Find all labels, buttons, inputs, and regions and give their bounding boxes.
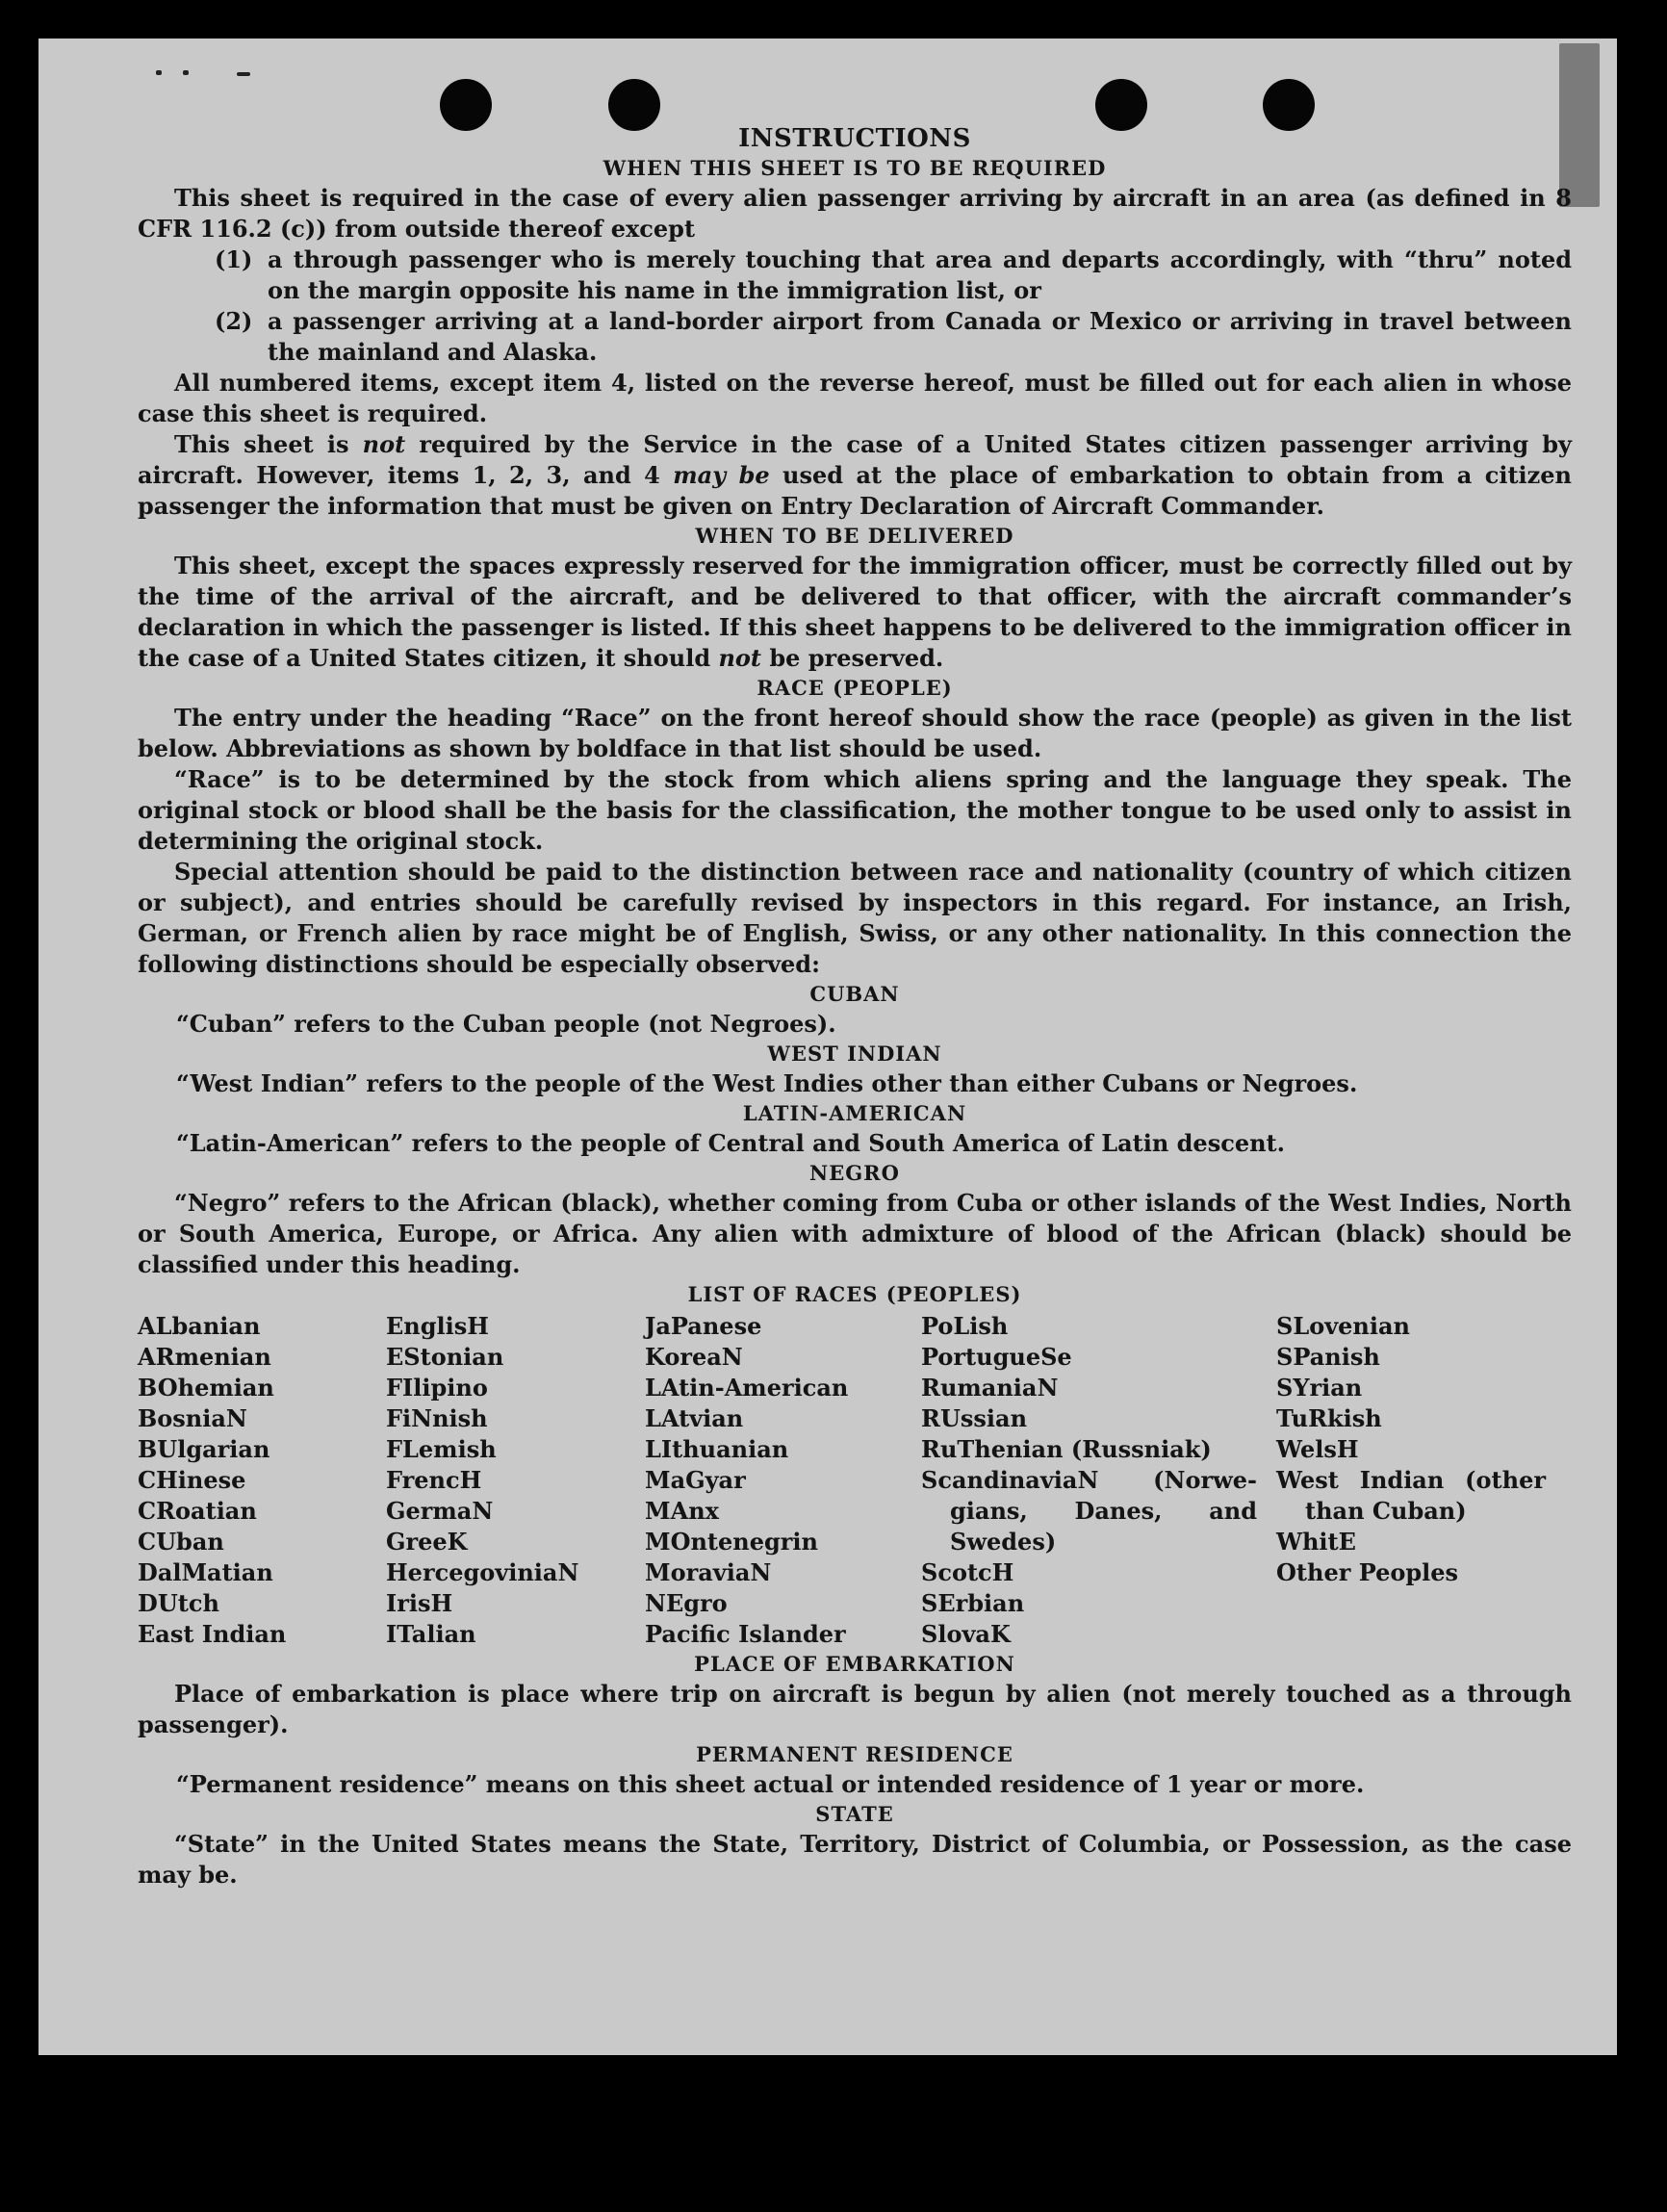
race-entry: TuRkish <box>1276 1404 1382 1432</box>
race-entry: RumaniaN <box>921 1374 1059 1402</box>
race-entry: GermaN <box>386 1497 494 1525</box>
race-entry: SYrian <box>1276 1374 1363 1402</box>
race-entry: RuThenian (Russniak) <box>921 1435 1212 1463</box>
item-number: (2) <box>215 307 253 335</box>
race-entry: HercegoviniaN <box>386 1558 579 1586</box>
section-heading: NEGRO <box>809 1161 900 1185</box>
race-entry: JaPanese <box>645 1312 762 1340</box>
race-entry: FIlipino <box>386 1374 488 1402</box>
italic-text: may be <box>673 461 770 489</box>
race-entry: LIthuanian <box>645 1435 789 1463</box>
section-heading: STATE <box>815 1802 894 1826</box>
race-entry: SlovaK <box>921 1620 1011 1648</box>
section-heading: LIST OF RACES (PEOPLES) <box>687 1282 1022 1306</box>
section-heading: CUBAN <box>809 982 900 1006</box>
race-entry: FiNnish <box>386 1404 488 1432</box>
race-entry: SLovenian <box>1276 1312 1410 1340</box>
race-entry: BosniaN <box>138 1404 247 1432</box>
race-entry: EStonian <box>386 1343 504 1371</box>
text-run: required by the Service in the case of a United States citizen passenger arriving by aircraft. However, items 1, 2, 3, and 4 <box>138 430 1572 489</box>
race-entry: BOhemian <box>138 1374 274 1402</box>
race-entry: MAnx <box>645 1497 719 1525</box>
race-entry: WelsH <box>1276 1435 1359 1463</box>
race-column <box>1276 1311 1565 1650</box>
text-run: be preserved. <box>761 644 944 672</box>
race-entry: ScandinaviaN (Norwe-gians, Danes, and Swedes) <box>921 1466 1257 1556</box>
race-entry: KoreaN <box>645 1343 743 1371</box>
race-entry: IrisH <box>386 1589 453 1617</box>
race-entry: WhitE <box>1276 1528 1356 1556</box>
list-item <box>138 306 1572 368</box>
race-column <box>921 1311 1276 1650</box>
paragraph: “Race” is to be determined by the stock from which aliens spring and the language they speak. The original stock or blood shall be the basis for the classification, the mother tongue to be used only to assist in determining the original stock. <box>138 765 1572 855</box>
section-heading: WHEN TO BE DELIVERED <box>695 524 1014 548</box>
race-entry: MoraviaN <box>645 1558 772 1586</box>
race-entry: ITalian <box>386 1620 476 1648</box>
race-entry: EnglisH <box>386 1312 489 1340</box>
race-entry: West Indian (other than Cuban) <box>1276 1466 1546 1525</box>
item-number: (1) <box>215 245 253 273</box>
race-entry: NEgro <box>645 1589 728 1617</box>
race-entry: ScotcH <box>921 1558 1014 1586</box>
instructions-content <box>138 123 1572 1890</box>
race-entry: SErbian <box>921 1589 1025 1617</box>
paragraph: “State” in the United States means the State, Territory, District of Columbia, or Possession, as the case may be. <box>138 1830 1572 1889</box>
race-entry: CHinese <box>138 1466 246 1494</box>
race-entry: CUban <box>138 1528 224 1556</box>
race-entry: FLemish <box>386 1435 497 1463</box>
section-heading: RACE (PEOPLE) <box>757 676 953 700</box>
definition: “Negro” refers to the African (black), whether coming from Cuba or other islands of the West Indies, North or South America, Europe, or Africa. Any alien with admixture of blood of the African (black) should be classified under this heading. <box>138 1189 1572 1278</box>
race-entry: PoLish <box>921 1312 1009 1340</box>
race-entry: CRoatian <box>138 1497 257 1525</box>
race-list <box>138 1311 1572 1650</box>
item-text: a through passenger who is merely touching that area and departs accordingly, with “thru” noted on the margin opposite his name in the immigration list, or <box>268 245 1572 304</box>
section-heading: WHEN THIS SHEET IS TO BE REQUIRED <box>603 156 1107 180</box>
race-entry: LAtin-American <box>645 1374 849 1402</box>
definition: “Latin-American” refers to the people of Central and South America of Latin descent. <box>176 1129 1285 1157</box>
race-column <box>645 1311 921 1650</box>
paragraph: The entry under the heading “Race” on the front hereof should show the race (people) as given in the list below. Abbreviations as shown by boldface in that list should be used. <box>138 704 1572 762</box>
speck <box>156 70 162 75</box>
race-entry: LAtvian <box>645 1404 744 1432</box>
speck <box>183 70 189 75</box>
italic-text: not <box>718 644 762 672</box>
italic-text: not <box>362 430 406 458</box>
race-entry: ARmenian <box>138 1343 271 1371</box>
document-sheet <box>38 39 1617 2055</box>
race-group <box>921 1557 1276 1650</box>
race-entry: East Indian <box>138 1620 287 1648</box>
definition: “West Indian” refers to the people of the West Indies other than either Cubans or Negroes. <box>176 1069 1358 1097</box>
text-run: used at the place of embarkation to obtain from a citizen passenger the information that must be given on Entry Declaration of Aircraft Commander. <box>138 461 1573 520</box>
paragraph <box>138 429 1572 522</box>
paragraph: “Permanent residence” means on this sheet actual or intended residence of 1 year or more. <box>176 1770 1365 1798</box>
race-entry: ALbanian <box>138 1312 261 1340</box>
race-group <box>1276 1311 1565 1465</box>
speck <box>237 72 250 76</box>
race-entry: Pacific Islander <box>645 1620 846 1648</box>
section-heading: LATIN-AMERICAN <box>742 1101 967 1125</box>
race-group <box>1276 1527 1565 1588</box>
text-run: This sheet, except the spaces expressly reserved for the immigration officer, must be correctly filled out by the time of the arrival of the aircraft, and be delivered to that officer, with the aircraft commander’s declaration in which the passenger is listed. If this sheet happens to be delivered to the immigration officer in the case of a United States citizen, it should <box>138 552 1572 672</box>
paragraph: Place of embarkation is place where trip on aircraft is begun by alien (not merely touched as a through passenger). <box>138 1680 1572 1738</box>
race-entry: SPanish <box>1276 1343 1380 1371</box>
race-entry: BUlgarian <box>138 1435 270 1463</box>
definition: “Cuban” refers to the Cuban people (not Negroes). <box>176 1010 836 1038</box>
section-heading: PERMANENT RESIDENCE <box>696 1742 1013 1766</box>
race-entry: MOntenegrin <box>645 1528 818 1556</box>
paragraph: This sheet is required in the case of every alien passenger arriving by aircraft in an area (as defined in 8 CFR 116.2 (c)) from outside thereof except <box>138 184 1572 243</box>
race-entry: DUtch <box>138 1589 219 1617</box>
text-run: This sheet is <box>174 430 363 458</box>
page-title: INSTRUCTIONS <box>738 124 971 153</box>
race-entry: MaGyar <box>645 1466 746 1494</box>
race-entry: Other Peoples <box>1276 1558 1459 1586</box>
race-entry: DalMatian <box>138 1558 273 1586</box>
race-entry: FrencH <box>386 1466 482 1494</box>
paragraph <box>138 551 1572 674</box>
race-column <box>138 1311 386 1650</box>
section-heading: WEST INDIAN <box>767 1042 942 1066</box>
section-heading: PLACE OF EMBARKATION <box>694 1652 1015 1676</box>
race-entry: RUssian <box>921 1404 1028 1432</box>
paragraph: Special attention should be paid to the distinction between race and nationality (country of which citizen or subject), and entries should be carefully revised by inspectors in this regard. For instance, an Irish, German, or French alien by race might be of English, Swiss, or any other nationality. In this connection the following distinctions should be especially observed: <box>138 858 1572 978</box>
item-text: a passenger arriving at a land-border airport from Canada or Mexico or arriving in travel between the mainland and Alaska. <box>268 307 1572 366</box>
paragraph: All numbered items, except item 4, listed on the reverse hereof, must be filled out for each alien in whose case this sheet is required. <box>138 369 1572 427</box>
race-entry: PortugueSe <box>921 1343 1072 1371</box>
race-column <box>386 1311 645 1650</box>
race-group <box>921 1311 1276 1465</box>
race-entry: GreeK <box>386 1528 468 1556</box>
list-item <box>138 244 1572 306</box>
